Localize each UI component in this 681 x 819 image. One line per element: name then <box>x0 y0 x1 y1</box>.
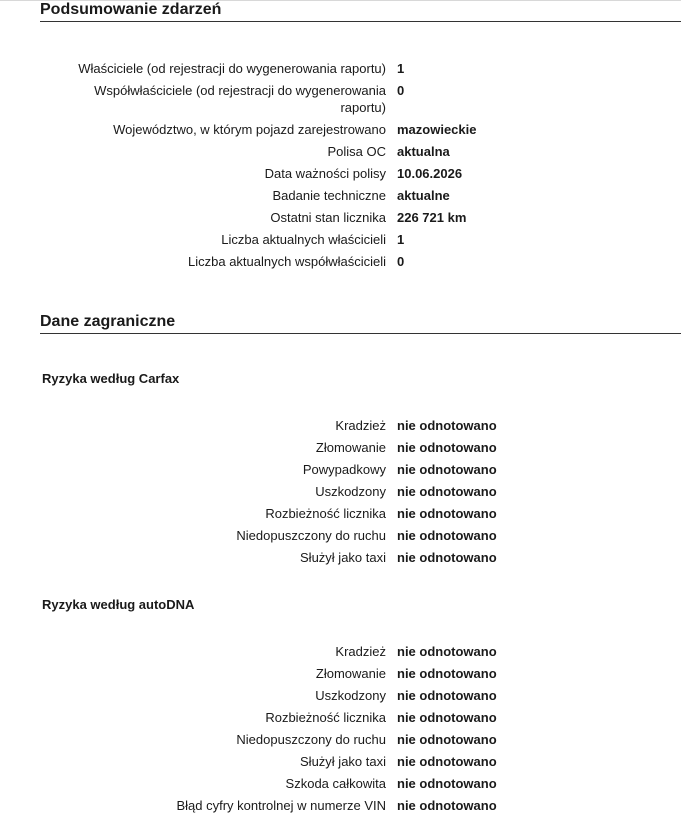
carfax-row <box>0 527 681 544</box>
carfax-value: nie odnotowano <box>397 528 497 543</box>
summary-label: Województwo, w którym pojazd zarejestrowano <box>113 122 386 137</box>
carfax-label: Rozbieżność licznika <box>265 506 386 521</box>
summary-label: Właściciele (od rejestracji do wygenerowania raportu) <box>78 61 386 76</box>
summary-label: Liczba aktualnych współwłaścicieli <box>188 254 386 269</box>
autodna-row <box>0 687 681 704</box>
summary-label: Polisa OC <box>327 144 386 159</box>
summary-value: aktualne <box>397 188 450 203</box>
autodna-row <box>0 709 681 726</box>
carfax-row <box>0 417 681 434</box>
carfax-value: nie odnotowano <box>397 462 497 477</box>
autodna-value: nie odnotowano <box>397 732 497 747</box>
summary-label: Data ważności polisy <box>264 166 386 181</box>
autodna-label: Służył jako taxi <box>300 754 386 769</box>
summary-row <box>0 121 681 138</box>
autodna-value: nie odnotowano <box>397 710 497 725</box>
autodna-label: Złomowanie <box>315 666 386 681</box>
foreign-divider <box>40 333 681 334</box>
summary-value: 1 <box>397 61 405 76</box>
carfax-label: Niedopuszczony do ruchu <box>236 528 386 543</box>
summary-label: Badanie techniczne <box>272 188 386 203</box>
carfax-row <box>0 483 681 500</box>
summary-row <box>0 187 681 204</box>
autodna-label: Uszkodzony <box>315 688 386 703</box>
autodna-value: nie odnotowano <box>397 798 497 813</box>
autodna-row <box>0 731 681 748</box>
summary-label: Liczba aktualnych właścicieli <box>221 232 386 247</box>
autodna-row <box>0 775 681 792</box>
carfax-value: nie odnotowano <box>397 418 497 433</box>
carfax-label: Złomowanie <box>315 440 386 455</box>
summary-value: mazowieckie <box>397 122 477 137</box>
summary-value: 226 721 km <box>397 210 467 225</box>
autodna-list <box>0 643 681 819</box>
autodna-value: nie odnotowano <box>397 754 497 769</box>
autodna-row <box>0 665 681 682</box>
summary-value: 0 <box>397 254 405 269</box>
autodna-title: Ryzyka według autoDNA <box>42 597 195 612</box>
summary-divider <box>40 21 681 22</box>
autodna-value: nie odnotowano <box>397 644 497 659</box>
carfax-value: nie odnotowano <box>397 484 497 499</box>
summary-row <box>0 143 681 160</box>
summary-row <box>0 60 681 77</box>
autodna-value: nie odnotowano <box>397 776 497 791</box>
carfax-row <box>0 549 681 566</box>
carfax-row <box>0 439 681 456</box>
autodna-label: Szkoda całkowita <box>285 776 386 791</box>
carfax-title: Ryzyka według Carfax <box>42 371 180 386</box>
autodna-row <box>0 643 681 660</box>
autodna-row <box>0 753 681 770</box>
summary-label: Ostatni stan licznika <box>270 210 386 225</box>
summary-title: Podsumowanie zdarzeń <box>40 1 222 18</box>
carfax-row <box>0 461 681 478</box>
carfax-label: Kradzież <box>335 418 386 433</box>
summary-row <box>0 82 681 116</box>
carfax-value: nie odnotowano <box>397 550 497 565</box>
summary-row <box>0 231 681 248</box>
autodna-label: Błąd cyfry kontrolnej w numerze VIN <box>176 798 386 813</box>
carfax-value: nie odnotowano <box>397 506 497 521</box>
summary-row <box>0 209 681 226</box>
carfax-label: Powypadkowy <box>302 462 386 477</box>
summary-label: Współwłaściciele (od rejestracji do wygenerowania raportu) <box>94 83 386 115</box>
summary-value: aktualna <box>397 144 450 159</box>
carfax-label: Służył jako taxi <box>300 550 386 565</box>
summary-row <box>0 253 681 270</box>
foreign-title: Dane zagraniczne <box>40 313 176 330</box>
autodna-value: nie odnotowano <box>397 666 497 681</box>
carfax-list <box>0 417 681 571</box>
autodna-value: nie odnotowano <box>397 688 497 703</box>
carfax-row <box>0 505 681 522</box>
autodna-row <box>0 797 681 814</box>
summary-value: 0 <box>397 83 405 98</box>
autodna-label: Kradzież <box>335 644 386 659</box>
summary-value: 1 <box>397 232 405 247</box>
autodna-label: Rozbieżność licznika <box>265 710 386 725</box>
autodna-label: Niedopuszczony do ruchu <box>236 732 386 747</box>
summary-list <box>0 60 681 275</box>
summary-value: 10.06.2026 <box>397 166 463 181</box>
carfax-value: nie odnotowano <box>397 440 497 455</box>
carfax-label: Uszkodzony <box>315 484 386 499</box>
summary-row <box>0 165 681 182</box>
